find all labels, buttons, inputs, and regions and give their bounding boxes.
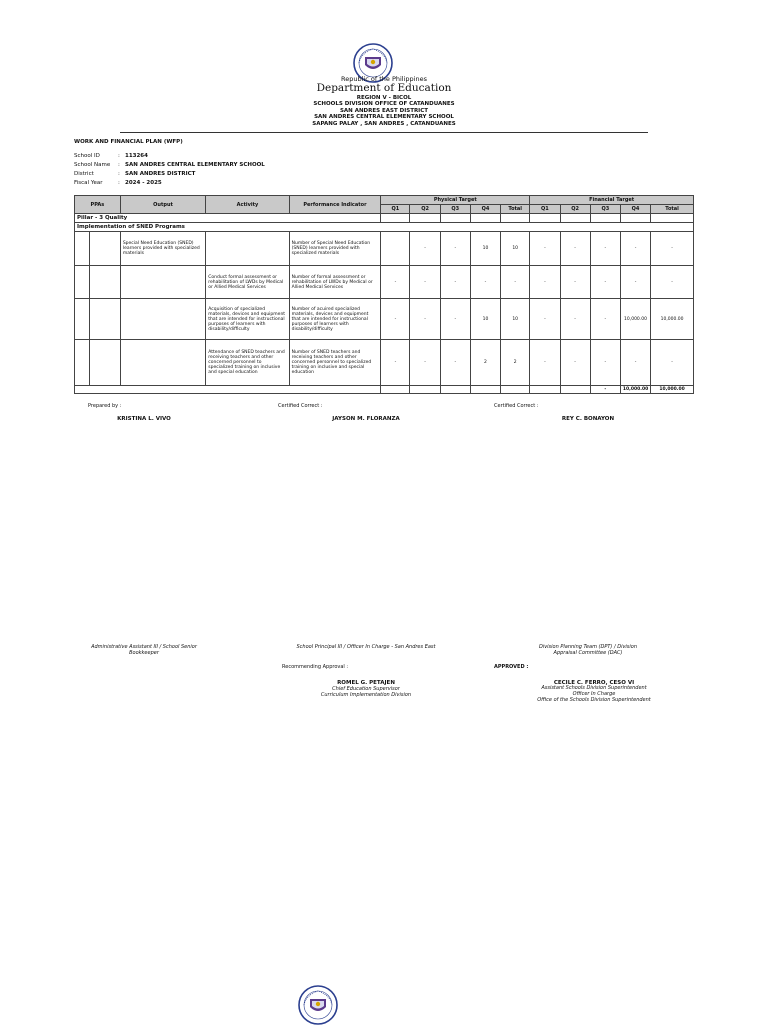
recommending-name: ROMEL G. PETAJEN bbox=[337, 680, 395, 686]
col-activity: Activity bbox=[206, 196, 289, 214]
financial-q4: - bbox=[620, 266, 650, 299]
program-label: Implementation of SNED Programs bbox=[75, 223, 694, 232]
financial-q4: 10,000.00 bbox=[620, 299, 650, 340]
approved-name: CECILE C. FERRO, CESO VI bbox=[553, 680, 635, 686]
physical-total: - bbox=[501, 266, 530, 299]
info-label: School Name bbox=[74, 162, 111, 168]
physical-q4: - bbox=[470, 266, 500, 299]
table-row bbox=[75, 340, 694, 386]
info-sep: : bbox=[118, 153, 120, 159]
approved-title-3: Office of the Schools Division Superintendent bbox=[537, 697, 651, 703]
financial-q1: - bbox=[530, 340, 560, 386]
financial-q4: - bbox=[620, 340, 650, 386]
col-q4: Q4 bbox=[470, 205, 500, 214]
table-row bbox=[75, 266, 694, 299]
school-text: SAN ANDRES CENTRAL ELEMENTARY SCHOOL bbox=[314, 114, 454, 120]
prepared-title: Administrative Assistant III / School Senior Bookkeeper bbox=[91, 644, 197, 656]
financial-q2: - bbox=[560, 299, 590, 340]
physical-q2: - bbox=[410, 340, 440, 386]
indicator-cell: Number of Special Need Education (SNED) learners provided with specialized materials bbox=[289, 232, 381, 266]
physical-q1: - bbox=[381, 266, 410, 299]
department-title: Department of Education bbox=[316, 82, 452, 94]
financial-total: - bbox=[651, 266, 694, 299]
col-q4: Q4 bbox=[620, 205, 650, 214]
financial-q4: - bbox=[620, 232, 650, 266]
physical-q2: - bbox=[410, 232, 440, 266]
info-value: SAN ANDRES DISTRICT bbox=[125, 171, 196, 177]
recommending-title-1: Chief Education Supervisor bbox=[332, 686, 400, 692]
certified-label-1: Certified Correct : bbox=[278, 403, 323, 409]
deped-seal-icon bbox=[298, 985, 338, 1025]
financial-q1: - bbox=[530, 266, 560, 299]
physical-q3: - bbox=[440, 266, 470, 299]
approved-label: APPROVED : bbox=[494, 664, 529, 670]
certified-name-1: JAYSON M. FLORANZA bbox=[332, 416, 400, 422]
col-total: Total bbox=[501, 205, 530, 214]
financial-q3: - bbox=[590, 340, 620, 386]
physical-q1: - bbox=[381, 299, 410, 340]
col-physical-target: Physical Target bbox=[381, 196, 530, 205]
wfp-table bbox=[74, 195, 694, 394]
info-value: SAN ANDRES CENTRAL ELEMENTARY SCHOOL bbox=[125, 162, 265, 168]
grand-total: 10,000.00 bbox=[651, 386, 694, 394]
activity-cell: Attendance of SNED teachers and receiving teachers and other concerned personnel to specialized training on inclusive and special education bbox=[206, 340, 289, 386]
output-cell: Special Need Education (SNED) learners provided with specialized materials bbox=[120, 232, 205, 266]
certified-title-2: Division Planning Team (DPT) / Division Appraisal Committee (DAC) bbox=[538, 644, 638, 656]
address-text: SAPANG PALAY , SAN ANDRES , CATANDUANES bbox=[312, 121, 456, 127]
col-total: Total bbox=[651, 205, 694, 214]
col-q2: Q2 bbox=[410, 205, 440, 214]
total-q2 bbox=[560, 386, 590, 394]
financial-q1: - bbox=[530, 232, 560, 266]
physical-q4: 10 bbox=[470, 299, 500, 340]
header-divider bbox=[120, 132, 648, 133]
total-q3: - bbox=[590, 386, 620, 394]
prepared-name: KRISTINA L. VIVO bbox=[117, 416, 171, 422]
financial-total: - bbox=[651, 340, 694, 386]
republic-text: Republic of the Philippines bbox=[341, 75, 427, 83]
financial-q2: - bbox=[560, 266, 590, 299]
financial-total: - bbox=[651, 232, 694, 266]
certified-name-2: REY C. BONAYON bbox=[561, 416, 615, 422]
info-sep: : bbox=[118, 171, 120, 177]
table-row bbox=[75, 232, 694, 266]
total-q4: 10,000.00 bbox=[620, 386, 650, 394]
output-cell bbox=[120, 340, 205, 386]
recommending-title-2: Curriculum Implementation Division bbox=[320, 692, 412, 698]
col-q1: Q1 bbox=[381, 205, 410, 214]
info-label: School ID bbox=[74, 153, 100, 159]
col-ppas: PPAs bbox=[75, 196, 121, 214]
indicator-cell: Number of SNED teachers and receiving teachers and other concerned personnel to specialized training on inclusive and special education bbox=[289, 340, 381, 386]
col-indicator: Performance Indicator bbox=[289, 196, 381, 214]
col-q3: Q3 bbox=[440, 205, 470, 214]
col-output: Output bbox=[120, 196, 205, 214]
financial-q3: - bbox=[590, 299, 620, 340]
info-sep: : bbox=[118, 180, 120, 186]
region-text: REGION V - BICOL bbox=[356, 95, 412, 101]
info-label: District bbox=[74, 171, 94, 177]
prepared-label: Prepared by : bbox=[88, 403, 122, 409]
activity-cell: Acquisition of specialized materials, devices and equipment that are intended for instructional purposes of learners with disability/difficulty bbox=[206, 299, 289, 340]
physical-q4: 2 bbox=[470, 340, 500, 386]
physical-q2: - bbox=[410, 266, 440, 299]
section-row bbox=[75, 214, 694, 223]
info-value: 113264 bbox=[125, 153, 148, 159]
division-text: SCHOOLS DIVISION OFFICE OF CATANDUANES bbox=[313, 101, 455, 107]
activity-cell: Conduct formal assessment or rehabilitation of LWDs by Medical or Allied Medical Services bbox=[206, 266, 289, 299]
recommending-label: Recommending Approval : bbox=[282, 664, 349, 670]
physical-total: 2 bbox=[501, 340, 530, 386]
physical-total: 10 bbox=[501, 232, 530, 266]
physical-q3: - bbox=[440, 232, 470, 266]
physical-total: 10 bbox=[501, 299, 530, 340]
financial-total: 10,000.00 bbox=[651, 299, 694, 340]
physical-q1 bbox=[381, 232, 410, 266]
col-financial-target: Financial Target bbox=[530, 196, 694, 205]
financial-q2: - bbox=[560, 232, 590, 266]
approved-title-1: Assistant Schools Division Superintendent bbox=[541, 685, 647, 691]
info-sep: : bbox=[118, 162, 120, 168]
physical-q1: - bbox=[381, 340, 410, 386]
col-q1: Q1 bbox=[530, 205, 560, 214]
financial-q2: - bbox=[560, 340, 590, 386]
output-cell bbox=[120, 299, 205, 340]
indicator-cell: Number of formal assessment or rehabilitation of LWDs by Medical or Allied Medical Services bbox=[289, 266, 381, 299]
info-label: Fiscal Year bbox=[74, 180, 103, 186]
physical-q4: 10 bbox=[470, 232, 500, 266]
physical-q2: - bbox=[410, 299, 440, 340]
certified-title-1: School Principal III / Officer In Charge - San Andres East bbox=[296, 644, 436, 650]
physical-q3: - bbox=[440, 299, 470, 340]
activity-cell bbox=[206, 232, 289, 266]
financial-q1: - bbox=[530, 299, 560, 340]
table-row bbox=[75, 299, 694, 340]
section-row bbox=[75, 223, 694, 232]
pillar-label: Pillar - 3 Quality bbox=[75, 214, 381, 223]
output-cell bbox=[120, 266, 205, 299]
totals-row bbox=[75, 386, 694, 394]
indicator-cell: Number of acuired specialized materials, devices and equipment that are intended for instructional purposes of learners with disability/difficulty bbox=[289, 299, 381, 340]
col-q3: Q3 bbox=[590, 205, 620, 214]
financial-q3: - bbox=[590, 232, 620, 266]
approved-title-2: Officer In Charge bbox=[572, 691, 616, 697]
plan-title: WORK AND FINANCIAL PLAN (WFP) bbox=[74, 139, 183, 145]
certified-label-2: Certified Correct : bbox=[494, 403, 539, 409]
financial-q3: - bbox=[590, 266, 620, 299]
total-q1 bbox=[530, 386, 560, 394]
physical-q3: - bbox=[440, 340, 470, 386]
info-value: 2024 - 2025 bbox=[125, 180, 162, 186]
district-text: SAN ANDRES EAST DISTRICT bbox=[339, 108, 429, 114]
col-q2: Q2 bbox=[560, 205, 590, 214]
